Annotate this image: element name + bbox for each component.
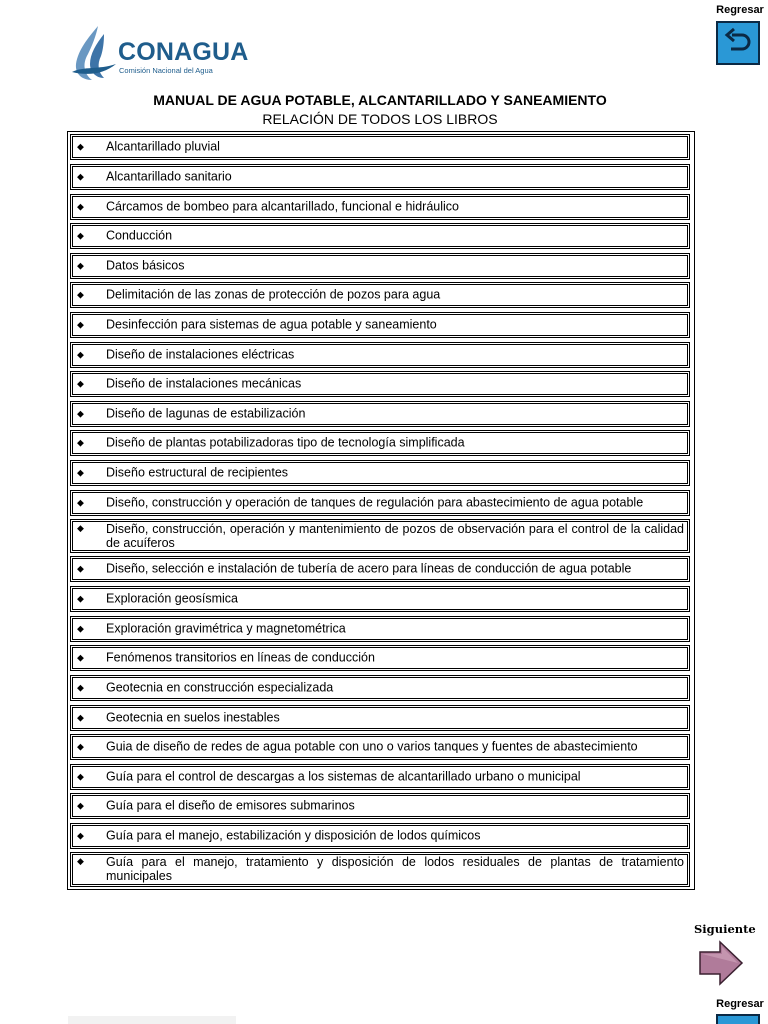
book-title: Diseño estructural de recipientes: [106, 465, 289, 480]
next-button[interactable]: [698, 940, 744, 986]
back-button-bottom[interactable]: [716, 1014, 760, 1024]
book-title: Guía para el control de descargas a los sistemas de alcantarillado urbano o municipal: [106, 769, 581, 784]
list-item[interactable]: [70, 253, 690, 279]
list-item[interactable]: [70, 764, 690, 790]
diamond-bullet-icon: ◆: [77, 230, 84, 241]
diamond-bullet-icon: ◆: [77, 141, 84, 152]
list-item[interactable]: [70, 342, 690, 368]
list-item[interactable]: [70, 705, 690, 731]
list-item[interactable]: [70, 194, 690, 220]
book-title: Alcantarillado pluvial: [106, 139, 220, 154]
diamond-bullet-icon: ◆: [77, 319, 84, 330]
list-item[interactable]: [70, 675, 690, 701]
list-item[interactable]: [70, 556, 690, 582]
brand-name: CONAGUA: [118, 38, 249, 66]
list-item[interactable]: [70, 164, 690, 190]
diamond-bullet-icon: ◆: [77, 467, 84, 478]
list-item[interactable]: [70, 734, 690, 760]
diamond-bullet-icon: ◆: [77, 593, 84, 604]
diamond-bullet-icon: ◆: [77, 712, 84, 723]
list-item[interactable]: [70, 793, 690, 819]
list-item[interactable]: [70, 519, 690, 553]
list-item[interactable]: [70, 823, 690, 849]
brand-subtitle: Comisión Nacional del Agua: [119, 66, 213, 75]
book-title: Exploración geosísmica: [106, 591, 239, 606]
diamond-bullet-icon: ◆: [77, 623, 84, 634]
diamond-bullet-icon: ◆: [77, 497, 84, 508]
diamond-bullet-icon: ◆: [77, 408, 84, 419]
list-item[interactable]: [70, 586, 690, 612]
return-arrow-icon: [720, 25, 756, 61]
diamond-bullet-icon: ◆: [77, 378, 84, 389]
book-title: Diseño, selección e instalación de tubería de acero para líneas de conducción de agua potable: [106, 561, 632, 576]
diamond-bullet-icon: ◆: [77, 652, 84, 663]
back-button-top[interactable]: [716, 21, 760, 65]
book-title: Cárcamos de bombeo para alcantarillado, funcional e hidráulico: [106, 199, 459, 214]
back-label-bottom: Regresar: [716, 998, 764, 1010]
book-title: Guía para el manejo, estabilización y disposición de lodos químicos: [106, 828, 481, 843]
diamond-bullet-icon: ◆: [77, 741, 84, 752]
book-title: Exploración gravimétrica y magnetométrica: [106, 621, 346, 636]
book-list: [67, 131, 695, 890]
page-title: MANUAL DE AGUA POTABLE, ALCANTARILLADO Y SANEAMIENTO: [153, 92, 607, 108]
book-title: Guia de diseño de redes de agua potable con uno o varios tanques y fuentes de abastecimiento: [106, 739, 638, 754]
list-item[interactable]: [70, 282, 690, 308]
next-label: Siguiente: [694, 922, 756, 936]
book-title: Alcantarillado sanitario: [106, 169, 232, 184]
diamond-bullet-icon: ◆: [77, 771, 84, 782]
conagua-logo: [70, 24, 249, 84]
list-item[interactable]: [70, 460, 690, 486]
diamond-bullet-icon: ◆: [77, 289, 84, 300]
book-title: Diseño, construcción, operación y mantenimiento de pozos de observación para el control de la calidad de acuíferos: [106, 522, 684, 550]
book-title: Diseño de instalaciones mecánicas: [106, 376, 302, 391]
list-item[interactable]: [70, 401, 690, 427]
list-item[interactable]: [70, 223, 690, 249]
back-label-top: Regresar: [716, 4, 764, 16]
book-title: Desinfección para sistemas de agua potable y saneamiento: [106, 317, 437, 332]
list-item[interactable]: [70, 371, 690, 397]
diamond-bullet-icon: ◆: [77, 349, 84, 360]
book-title: Diseño de instalaciones eléctricas: [106, 347, 295, 362]
list-item[interactable]: [70, 645, 690, 671]
diamond-bullet-icon: ◆: [77, 682, 84, 693]
book-title: Geotecnia en construcción especializada: [106, 680, 334, 695]
list-item[interactable]: [70, 852, 690, 887]
diamond-bullet-icon: ◆: [77, 523, 84, 533]
list-item[interactable]: [70, 490, 690, 516]
book-title: Conducción: [106, 228, 173, 243]
diamond-bullet-icon: ◆: [77, 563, 84, 574]
list-item[interactable]: [70, 312, 690, 338]
diamond-bullet-icon: ◆: [77, 171, 84, 182]
diamond-bullet-icon: ◆: [77, 830, 84, 841]
list-item[interactable]: [70, 616, 690, 642]
book-title: Guía para el diseño de emisores submarinos: [106, 798, 355, 813]
water-drop-logo-icon: [70, 24, 120, 82]
book-title: Diseño, construcción y operación de tanques de regulación para abastecimiento de agua potable: [106, 495, 644, 510]
diamond-bullet-icon: ◆: [77, 856, 84, 866]
diamond-bullet-icon: ◆: [77, 800, 84, 811]
book-title: Datos básicos: [106, 258, 185, 273]
book-title: Fenómenos transitorios en líneas de conducción: [106, 650, 375, 665]
right-arrow-icon: [698, 940, 744, 986]
book-title: Delimitación de las zonas de protección de pozos para agua: [106, 287, 441, 302]
list-item[interactable]: [70, 134, 690, 160]
book-title: Diseño de lagunas de estabilización: [106, 406, 306, 421]
footer-logo-fragment: [68, 1016, 236, 1024]
diamond-bullet-icon: ◆: [77, 260, 84, 271]
diamond-bullet-icon: ◆: [77, 201, 84, 212]
book-title: Guía para el manejo, tratamiento y disposición de lodos residuales de plantas de tratamiento municipales: [106, 855, 684, 883]
book-title: Geotecnia en suelos inestables: [106, 710, 280, 725]
book-title: Diseño de plantas potabilizadoras tipo de tecnología simplificada: [106, 435, 465, 450]
diamond-bullet-icon: ◆: [77, 437, 84, 448]
page-subtitle: RELACIÓN DE TODOS LOS LIBROS: [262, 111, 498, 127]
list-item[interactable]: [70, 430, 690, 456]
